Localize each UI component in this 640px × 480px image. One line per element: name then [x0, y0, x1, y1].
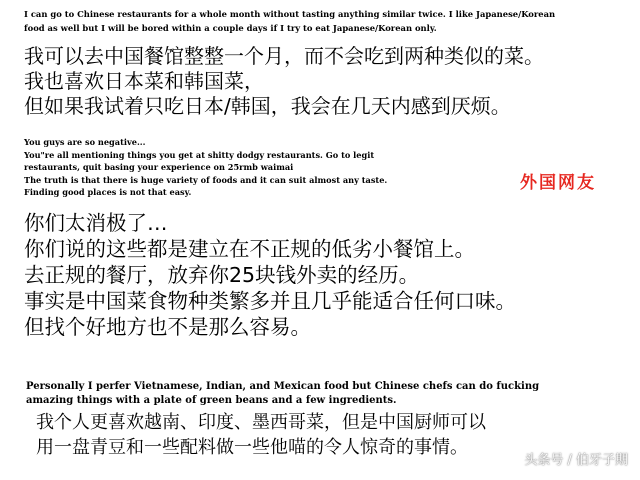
chinese-translation-2-line: 去正规的餐厅，放弃你25块钱外卖的经历。 [24, 263, 420, 287]
english-quote-2-line: You"re all mentioning things you get at shitty dodgy restaurants. Go to legit [24, 149, 375, 160]
english-quote-1-line: I can go to Chinese restaurants for a whole month without tasting anything similar twice. I like Japanese/Korean [24, 9, 556, 19]
chinese-translation-1 [24, 44, 544, 119]
chinese-translation-2-line: 但找个好地方也不是那么容易。 [24, 315, 311, 339]
english-quote-2-line: restaurants, quit basing your experience on 25rmb waimai [24, 162, 294, 173]
chinese-translation-1-line: 但如果我试着只吃日本/韩国，我会在几天内感到厌烦。 [24, 94, 511, 118]
chinese-translation-2-line: 你们说的这些都是建立在不正规的低劣小餐馆上。 [24, 237, 475, 261]
chinese-translation-1-line: 我也喜欢日本菜和韩国菜， [24, 69, 264, 93]
english-quote-3-line: amazing things with a plate of green beans and a few ingredients. [26, 395, 397, 406]
english-quote-2-line: Finding good places is not that easy. [24, 187, 192, 198]
foreign-netizens-label: 外国网友 [520, 173, 596, 193]
chinese-translation-2 [24, 210, 516, 340]
english-quote-3-line: Personally I perfer Vietnamese, Indian, and Mexican food but Chinese chefs can do fucking [26, 381, 540, 392]
chinese-translation-3 [36, 410, 486, 460]
chinese-translation-3-line: 我个人更喜欢越南、印度、墨西哥菜，但是中国厨师可以 [36, 412, 486, 433]
chinese-translation-1-line: 我可以去中国餐馆整整一个月，而不会吃到两种类似的菜。 [24, 44, 544, 68]
english-quote-1-line: food as well but I will be bored within a couple days if I try to eat Japanese/Korean only. [24, 23, 437, 33]
watermark: 头条号 / 伯牙子期 [524, 453, 628, 468]
chinese-translation-2-line: 你们太消极了… [24, 211, 168, 235]
english-quote-2-line: You guys are so negative... [24, 137, 146, 147]
chinese-translation-2-line: 事实是中国菜食物种类繁多并且几乎能适合任何口味。 [24, 289, 516, 313]
chinese-translation-3-line: 用一盘青豆和一些配料做一些他喵的令人惊奇的事情。 [36, 437, 468, 458]
english-quote-2 [24, 136, 387, 199]
english-quote-1 [24, 7, 555, 35]
english-quote-3 [26, 380, 539, 408]
english-quote-2-line: The truth is that there is huge variety of foods and it can suit almost any taste. [24, 174, 388, 185]
